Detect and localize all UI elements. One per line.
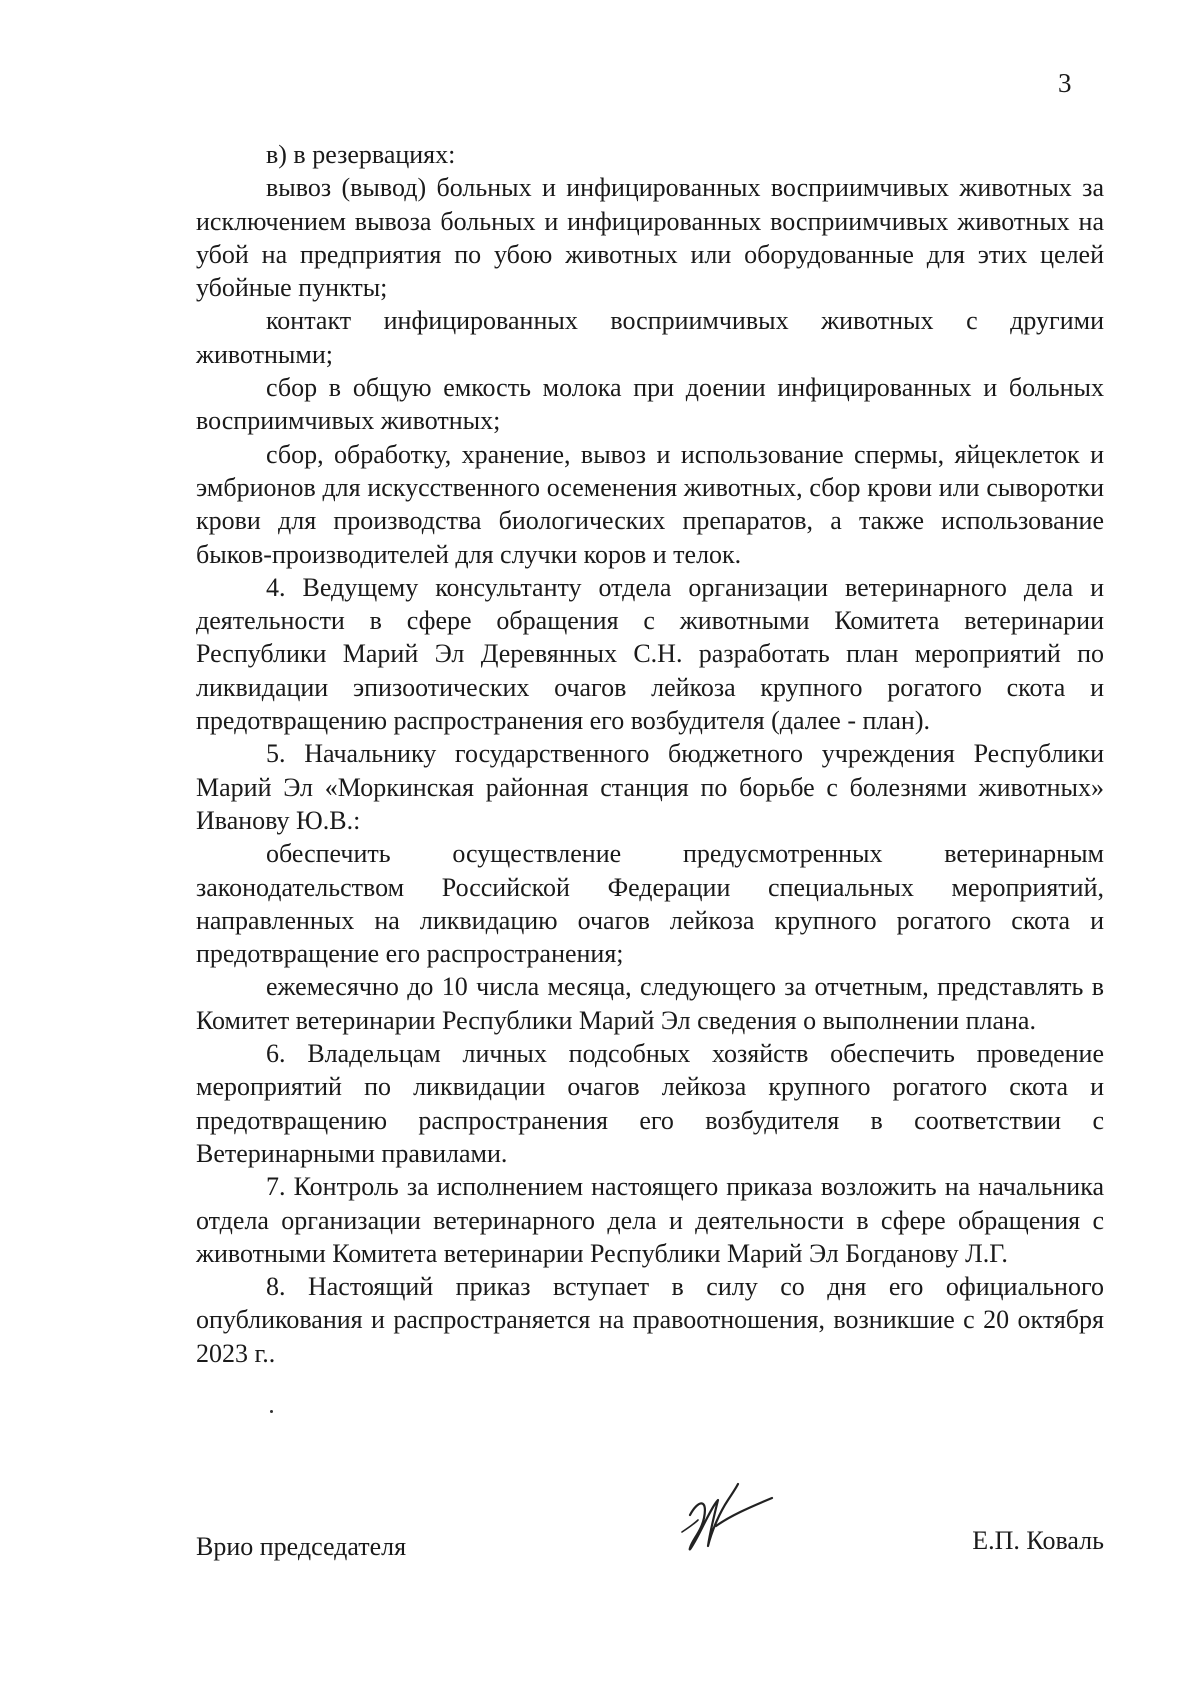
paragraph: 6. Владельцам личных подсобных хозяйств обеспечить проведение мероприятий по ликвидации очагов лейкоза крупного рогатого скота и предотвращению распространения его возбудителя в соответствии с Ветеринарными правилами. bbox=[196, 1039, 1104, 1168]
paragraph: 5. Начальнику государственного бюджетного учреждения Республики Марий Эл «Моркинская районная станция по борьбе с болезнями животных» Иванову Ю.В.: bbox=[196, 739, 1104, 835]
paragraph: контакт инфицированных восприимчивых животных с другими животными; bbox=[196, 306, 1104, 369]
signatory-name: Е.П. Коваль bbox=[972, 1526, 1104, 1555]
document-body bbox=[196, 138, 1104, 1370]
signatory-position: Врио председателя bbox=[196, 1532, 407, 1561]
paragraph: 8. Настоящий приказ вступает в силу со дня его официального опубликования и распространяется на правоотношения, возникшие с 20 октября 2023 г.. bbox=[196, 1272, 1104, 1368]
paragraph: сбор, обработку, хранение, вывоз и использование спермы, яйцеклеток и эмбрионов для искусственного осеменения животных, сбор крови или сыворотки крови для производства биологических препаратов, а также использование быков-производителей для случки коров и телок. bbox=[196, 439, 1104, 569]
paragraph: вывоз (вывод) больных и инфицированных восприимчивых животных за исключением вывоза больных и инфицированных восприимчивых животных на убой на предприятия по убою животных или оборудованные для этих целей убойные пункты; bbox=[196, 173, 1104, 303]
paragraph: в) в резервациях: bbox=[266, 140, 456, 169]
paragraph: 7. Контроль за исполнением настоящего приказа возложить на начальника отдела организации ветеринарного дела и деятельности в сфере обращения с животными Комитета ветеринарии Республики Марий Эл Богданову Л.Г. bbox=[196, 1172, 1104, 1268]
stray-dot bbox=[270, 1410, 273, 1413]
page-number: 3 bbox=[1058, 68, 1072, 98]
paragraph: 4. Ведущему консультанту отдела организации ветеринарного дела и деятельности в сфере обращения с животными Комитета ветеринарии Республики Марий Эл Деревянных С.Н. разработать план мероприятий по ликвидации эпизоотических очагов лейкоза крупного рогатого скота и предотвращению распространения его возбудителя (далее - план). bbox=[196, 572, 1104, 736]
paragraph: ежемесячно до 10 числа месяца, следующего за отчетным, представлять в Комитет ветеринарии Республики Марий Эл сведения о выполнении плана. bbox=[196, 972, 1104, 1035]
paragraph: сбор в общую емкость молока при доении инфицированных и больных восприимчивых животных; bbox=[196, 373, 1104, 436]
handwritten-signature bbox=[668, 1470, 778, 1570]
paragraph: обеспечить осуществление предусмотренных ветеринарным законодательством Российской Федерации специальных мероприятий, направленных на ликвидацию очагов лейкоза крупного рогатого скота и предотвращение его распространения; bbox=[196, 839, 1104, 969]
